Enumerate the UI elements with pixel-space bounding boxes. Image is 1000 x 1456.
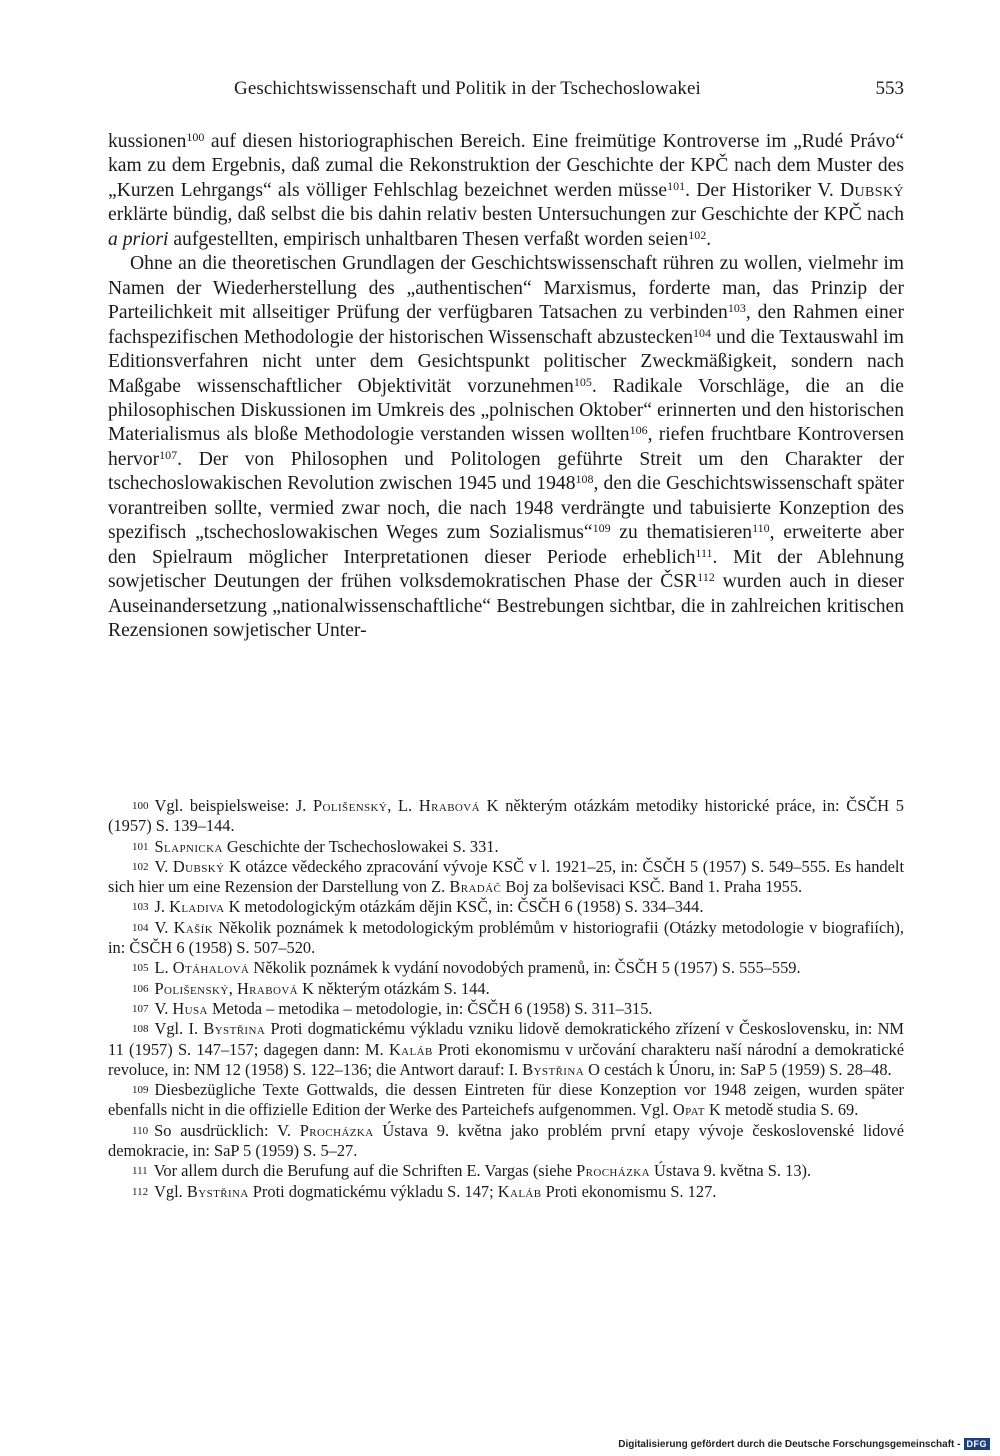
author-name: Dubský [839,179,904,201]
footnote: 104 V. Kašík Několik poznámek k metodologickým problémům v historiografii (Otázky metodologie v biografiích), in: ČSČH 6 (1958) S. 507–520. [108,917,904,958]
footnote-ref[interactable]: 101 [667,178,686,193]
footnote-ref[interactable]: 110 [752,521,770,536]
paragraph: kussionen$^{100}$ auf diesen historiographischen Bereich. Eine freimütige Kontroverse im „Rudé Právo“ kam zu dem Ergebnis, daß zumal die Rekonstruktion der Geschichte der KPČ nach dem Muster des „Kurzen Lehrgangs“ als völliger Fehlschlag bezeichnet werden müsse$^{101}$. Der Historiker V. Dubský erklärte bündig, daß selbst die bis dahin relativ besten Untersuchungen zur Geschichte der KPČ nach a priori aufgestellten, empirisch unhaltbaren Thesen verfaßt worden seien$^{102}$. [108,130,904,250]
footnote: 102 V. Dubský K otázce vědeckého zpracování vývoje KSČ v l. 1921–25, in: ČSČH 5 (1957) S. 549–555. Es handelt sich hier um eine Rezension der Darstellung von Z. Bradáč Boj za bolševisaci KSČ. Band 1. Praha 1955. [108,856,905,897]
dfg-logo: DFG [964,1438,991,1450]
paragraph: Ohne an die theoretischen Grundlagen der Geschichtswissenschaft rühren zu wollen, vielmehr im Namen der Wiederherstellung des „authentischen“ Marxismus, forderte man, das Prinzip der Parteilichkeit mit allseitiger Prüfung der verfügbaren Tatsachen zu verbinden$^{103}$, den Rahmen einer fachspezifischen Methodologie der historischen Wissenschaft abzustecken$^{104}$ und die Textauswahl im Editionsverfahren nicht unter dem Gesichtspunkt politischer Zweckmäßigkeit, sondern nach Maßgabe wissenschaftlicher Objektivität vorzunehmen$^{105}$. Radikale Vorschläge, die an die philosophischen Diskussionen im Umkreis des „polnischen Oktober“ erinnerten und den historischen Materialismus als bloße Methodologie verstanden wissen wollten$^{106}$, riefen fruchtbare Kontroversen hervor$^{107}$. Der von Philosophen und Politologen geführte Streit um den Charakter der tschechoslowakischen Revolution zwischen 1945 und 1948$^{108}$, den die Geschichtswissenschaft später vorantreiben sollte, vermied zwar noch, die nach 1948 verdrängte und tabuisierte Konzeption des spezifisch „tschechoslowakischen Weges zum Sozialismus“$^{109}$ zu thematisieren$^{110}$, erweiterte aber den Spielraum möglicher Interpretationen dieser Periode erheblich$^{111}$. Mit der Ablehnung sowjetischer Deutungen der frühen volksdemokratischen Phase der ČSR$^{112}$ wurden auch in dieser Auseinandersetzung „nationalwissenschaftliche“ Bestrebungen sichtbar, die in zahlreichen kritischen Rezensionen sowjetischer Unter- [108,253,905,642]
footnote-ref[interactable]: 106 [629,423,648,438]
footnote: 106 Polišenský, Hrabová K některým otázkám S. 144. [132,978,490,998]
page-number: 553 [875,78,904,99]
main-text [108,130,904,644]
footnote-ref[interactable]: 107 [159,447,178,462]
footnote: 100 Vgl. beispielsweise: J. Polišenský, L. Hrabová K některým otázkám metodiky historické práce, in: ČSČH 5 (1957) S. 139–144. [108,796,905,836]
footnote-ref[interactable]: 109 [592,521,611,536]
footnote: 103 J. Kladiva K metodologickým otázkám dějin KSČ, in: ČSČH 6 (1958) S. 334–344. [132,897,704,917]
footnote-ref[interactable]: 105 [573,374,592,389]
footnote-ref[interactable]: 100 [186,130,205,144]
footnote-ref[interactable]: 112 [697,570,715,585]
footnote: 110 So ausdrücklich: V. Procházka Ústava 9. května jako problém první etapy vývoje československé lidové demokracie, in: SaP 5 (1959) S. 5–27. [108,1120,904,1161]
footnote: 107 V. Husa Metoda – metodika – metodologie, in: ČSČH 6 (1958) S. 311–315. [132,998,653,1018]
footnote-ref[interactable]: 108 [575,472,594,487]
page-header [108,78,904,108]
funding-note: Digitalisierung gefördert durch die Deutsche Forschungsgemeinschaft - [618,1438,961,1450]
footnote-ref[interactable]: 102 [688,227,707,242]
footnote-ref[interactable]: 103 [727,301,746,316]
running-title: Geschichtswissenschaft und Politik in der Tschechoslowakei [234,78,701,99]
funding-footer [618,1438,990,1450]
footnote: 112 Vgl. Bystřina Proti dogmatickému výkladu S. 147; Kaláb Proti ekonomismu S. 127. [132,1181,717,1201]
footnote: 109 Diesbezügliche Texte Gottwalds, die dessen Eintreten für diese Konzeption vor 1948 zeigen, wurden später ebenfalls nicht in die offizielle Edition der Werke des Parteichefs aufgenommen. Vgl. Opat K metodě studia S. 69. [108,1080,904,1120]
footnote: 101 Slapnicka Geschichte der Tschechoslowakei S. 331. [132,836,499,856]
footnote: 108 Vgl. I. Bystřina Proti dogmatickému výkladu vzniku lidově demokratického zřízení v Československu, in: NM 11 (1957) S. 147–157; dagegen dann: M. Kaláb Proti ekonomismu v určování charakteru naší národní a demokratické revoluce, in: NM 12 (1958) S. 122–136; die Antwort darauf: I. Bystřina O cestách k Únoru, in: SaP 5 (1959) S. 28–48. [108,1019,905,1079]
footnote-ref[interactable]: 104 [693,325,711,340]
footnote: 105 L. Otáhalová Několik poznámek k vydání novodobých pramenů, in: ČSČH 5 (1957) S. 555–559. [132,958,801,978]
footnote-ref[interactable]: 111 [695,545,713,560]
footnote: 111 Vor allem durch die Berufung auf die Schriften E. Vargas (siehe Procházka Ústava 9. května S. 13). [132,1161,812,1181]
italic-phrase: a priori [108,228,169,250]
footnotes [108,796,904,1202]
